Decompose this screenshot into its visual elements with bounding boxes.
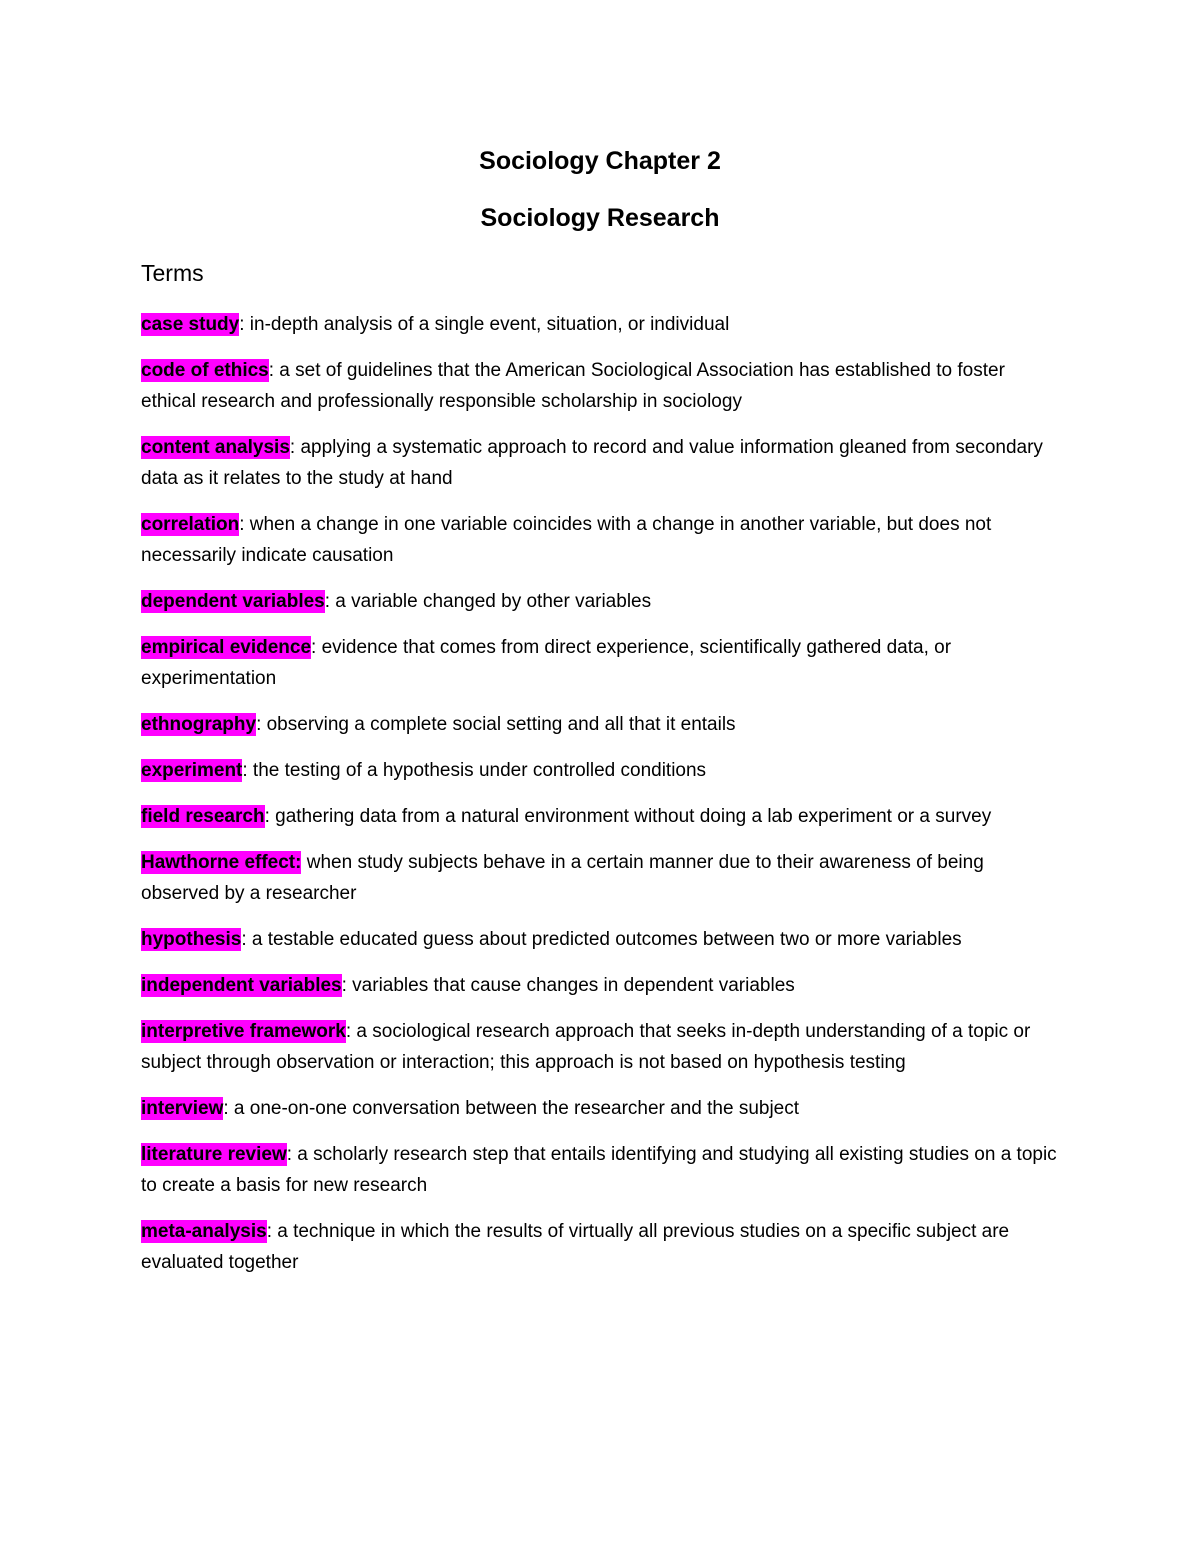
term-name: empirical evidence (141, 637, 312, 658)
term-name: experiment (141, 760, 243, 781)
term-entry (141, 1139, 1061, 1201)
term-definition: : a sociological research approach that seeks in-depth understanding of a topic or subject through observation or interaction; this approach is not based on hypothesis testing (141, 1021, 1031, 1073)
term-name: code of ethics (141, 360, 269, 381)
term-entry (141, 847, 1061, 909)
term-entry (141, 755, 1061, 786)
term-name: independent variables (141, 975, 342, 996)
term-entry (141, 709, 1061, 740)
term-name: content analysis (141, 437, 290, 458)
document-subtitle: Sociology Research (480, 204, 720, 232)
term-entry (141, 309, 1061, 340)
term-definition: : a set of guidelines that the American Sociological Association has established to foster ethical research and professionally responsible scholarship in sociology (141, 360, 1005, 412)
term-definition: : variables that cause changes in dependent variables (341, 975, 795, 996)
term-entry (141, 924, 1061, 955)
term-name: interview (141, 1098, 224, 1119)
term-name: ethnography (141, 714, 257, 735)
term-entry (141, 509, 1061, 571)
term-name: hypothesis (141, 929, 242, 950)
term-definition: : a scholarly research step that entails identifying and studying all existing studies on a topic to create a basis for new research (141, 1144, 1057, 1196)
section-heading-terms: Terms (141, 260, 204, 286)
term-name: literature review (141, 1144, 287, 1165)
term-definition: : a testable educated guess about predicted outcomes between two or more variables (241, 929, 962, 950)
terms-list (141, 309, 1061, 1293)
term-entry (141, 801, 1061, 832)
term-name: Hawthorne effect: (141, 852, 302, 873)
term-entry (141, 632, 1061, 694)
term-name: interpretive framework (141, 1021, 346, 1042)
term-entry (141, 432, 1061, 494)
term-definition: : observing a complete social setting and all that it entails (256, 714, 736, 735)
term-definition: : when a change in one variable coincides with a change in another variable, but does not necessarily indicate causation (141, 514, 992, 566)
term-definition: : applying a systematic approach to record and value information gleaned from secondary data as it relates to the study at hand (141, 437, 1043, 489)
term-name: field research (141, 806, 265, 827)
term-definition: : the testing of a hypothesis under controlled conditions (242, 760, 707, 781)
term-entry (141, 586, 1061, 617)
term-definition: : in-depth analysis of a single event, situation, or individual (239, 314, 730, 335)
term-definition: when study subjects behave in a certain manner due to their awareness of being observed by a researcher (141, 852, 984, 904)
term-name: correlation (141, 514, 240, 535)
term-name: meta-analysis (141, 1221, 267, 1242)
term-definition: : a variable changed by other variables (324, 591, 652, 612)
term-name: dependent variables (141, 591, 325, 612)
term-definition: : evidence that comes from direct experience, scientifically gathered data, or experimentation (141, 637, 952, 689)
term-definition: : a technique in which the results of virtually all previous studies on a specific subject are evaluated together (141, 1221, 1010, 1273)
term-entry (141, 1216, 1061, 1278)
term-definition: : gathering data from a natural environment without doing a lab experiment or a survey (264, 806, 992, 827)
term-definition: : a one-on-one conversation between the researcher and the subject (223, 1098, 800, 1119)
document-title: Sociology Chapter 2 (479, 147, 721, 175)
term-entry (141, 355, 1061, 417)
term-entry (141, 1093, 1061, 1124)
term-name: case study (141, 314, 240, 335)
term-entry (141, 970, 1061, 1001)
term-entry (141, 1016, 1061, 1078)
